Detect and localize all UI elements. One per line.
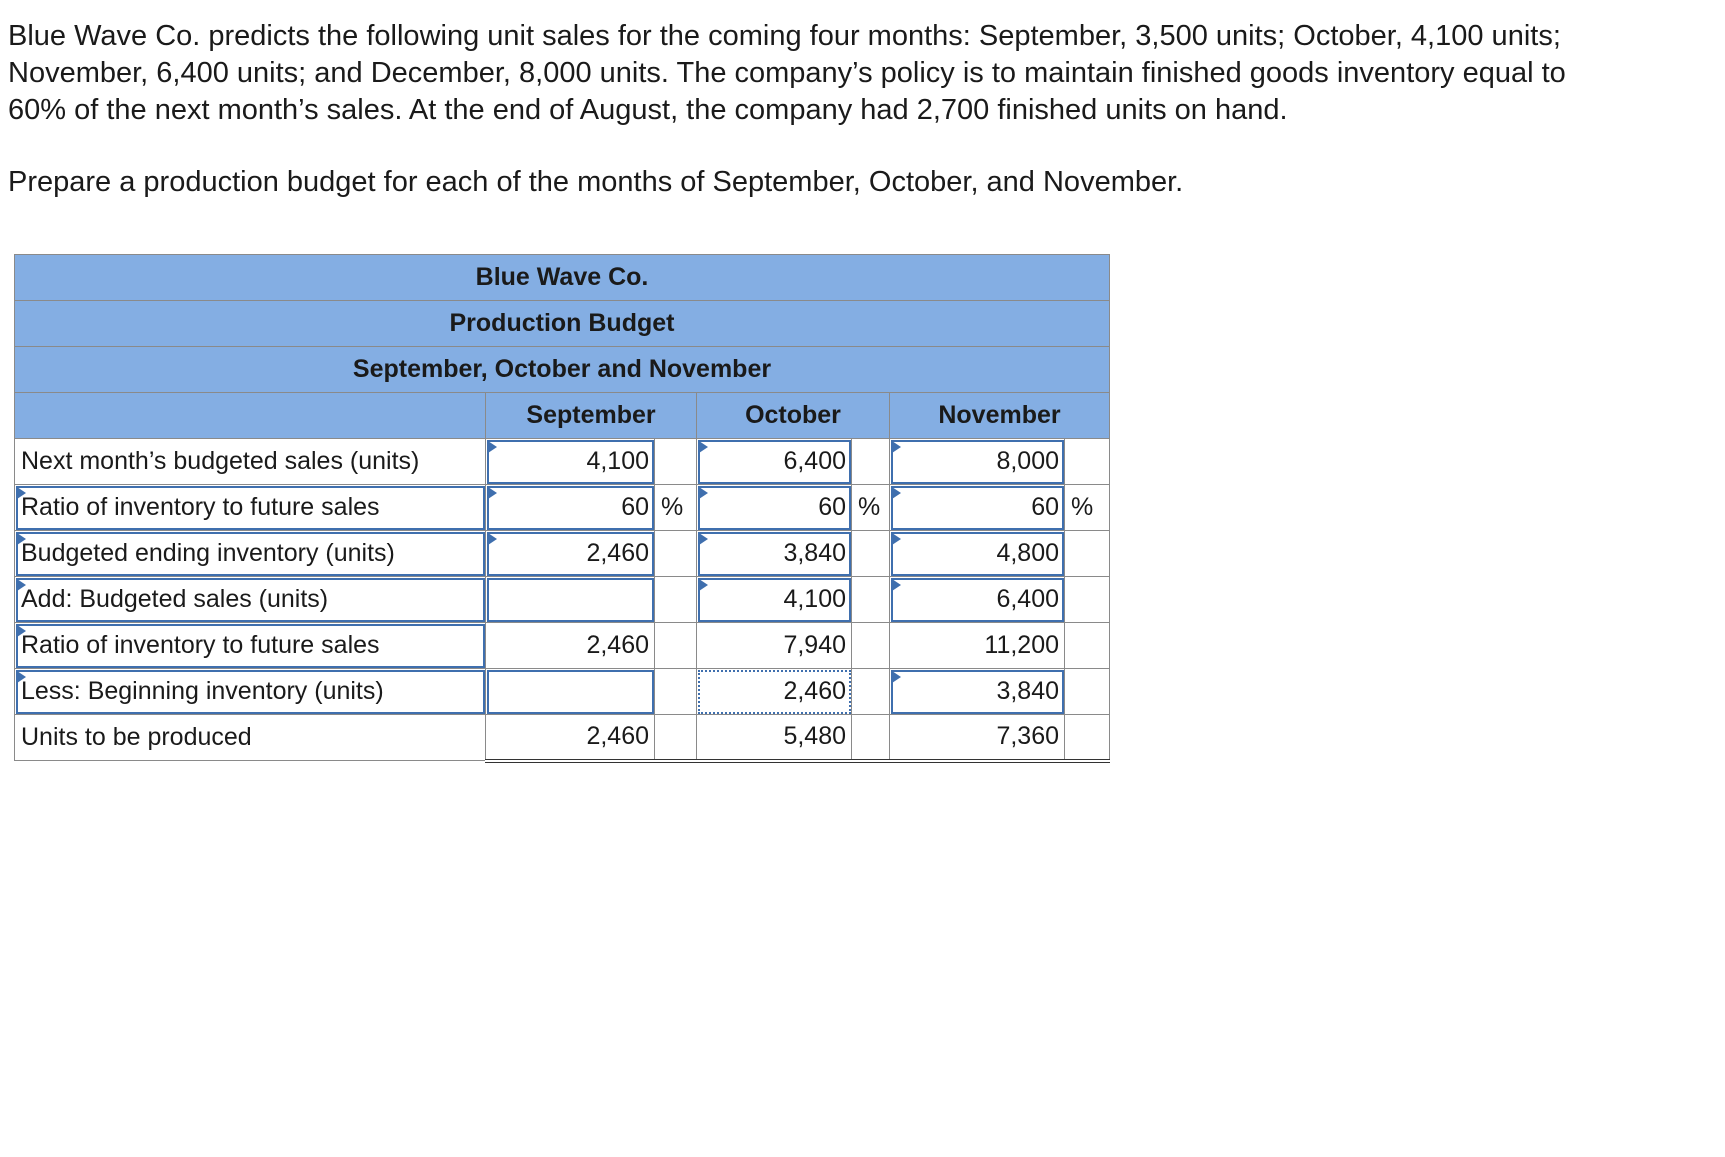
problem-statement <box>8 18 1713 201</box>
dropdown-marker-icon <box>488 533 497 545</box>
table-row <box>15 623 1110 669</box>
unit-cell <box>655 439 697 485</box>
oct-subtotal: 7,940 <box>697 623 852 669</box>
unit-cell <box>852 577 890 623</box>
dropdown-marker-icon <box>17 671 26 683</box>
table-row <box>15 485 1110 531</box>
input-nov-budgeted-sales[interactable]: 6,400 <box>890 577 1065 623</box>
dropdown-marker-icon <box>488 487 497 499</box>
input-sep-next-month-sales[interactable]: 4,100 <box>486 439 655 485</box>
unit-cell <box>1065 669 1110 715</box>
input-oct-next-month-sales[interactable]: 6,400 <box>697 439 852 485</box>
dropdown-marker-icon <box>892 579 901 591</box>
unit-cell <box>655 531 697 577</box>
dropdown-marker-icon <box>892 533 901 545</box>
table-row <box>15 669 1110 715</box>
problem-line-2: November, 6,400 units; and December, 8,000 units. The company’s policy is to maintain finished goods inventory equal to <box>8 57 1566 89</box>
nov-units-to-produce: 7,360 <box>890 715 1065 761</box>
dropdown-marker-icon <box>892 487 901 499</box>
dropdown-marker-icon <box>699 441 708 453</box>
sep-units-to-produce: 2,460 <box>486 715 655 761</box>
row-label-units-to-produce: Units to be produced <box>15 715 486 761</box>
input-nov-beginning-inventory[interactable]: 3,840 <box>890 669 1065 715</box>
unit-cell <box>655 577 697 623</box>
unit-cell <box>655 623 697 669</box>
input-sep-ratio[interactable]: 60 <box>486 485 655 531</box>
percent-sign: % <box>852 485 890 531</box>
row-label-ending-inventory[interactable]: Budgeted ending inventory (units) <box>15 531 486 577</box>
input-nov-next-month-sales[interactable]: 8,000 <box>890 439 1065 485</box>
instruction: Prepare a production budget for each of the months of September, October, and November. <box>8 166 1184 198</box>
dropdown-marker-icon <box>892 671 901 683</box>
unit-cell <box>655 669 697 715</box>
table-row <box>15 531 1110 577</box>
input-nov-ratio[interactable]: 60 <box>890 485 1065 531</box>
unit-cell <box>1065 439 1110 485</box>
unit-cell <box>1065 715 1110 761</box>
unit-cell <box>852 439 890 485</box>
unit-cell <box>655 715 697 761</box>
dropdown-marker-icon <box>892 441 901 453</box>
input-sep-ending-inventory[interactable]: 2,460 <box>486 531 655 577</box>
dropdown-marker-icon <box>17 487 26 499</box>
table-row <box>15 577 1110 623</box>
unit-cell <box>852 531 890 577</box>
row-label-next-month-sales: Next month’s budgeted sales (units) <box>15 439 486 485</box>
percent-sign: % <box>655 485 697 531</box>
problem-line-1: Blue Wave Co. predicts the following unit sales for the coming four months: September, 3,500 units; October, 4,100 units; <box>8 20 1561 52</box>
input-nov-ending-inventory[interactable]: 4,800 <box>890 531 1065 577</box>
table-row <box>15 715 1110 761</box>
row-label-beginning-inventory[interactable]: Less: Beginning inventory (units) <box>15 669 486 715</box>
company-name: Blue Wave Co. <box>15 255 1110 301</box>
row-label-ratio-inventory[interactable]: Ratio of inventory to future sales <box>15 485 486 531</box>
column-header-row <box>15 393 1110 439</box>
dropdown-marker-icon <box>699 579 708 591</box>
column-header-september: September <box>486 393 697 439</box>
unit-cell <box>852 669 890 715</box>
row-label-add-budgeted-sales[interactable]: Add: Budgeted sales (units) <box>15 577 486 623</box>
sep-subtotal: 2,460 <box>486 623 655 669</box>
dropdown-marker-icon <box>17 625 26 637</box>
input-oct-ending-inventory[interactable]: 3,840 <box>697 531 852 577</box>
unit-cell <box>852 715 890 761</box>
oct-units-to-produce: 5,480 <box>697 715 852 761</box>
input-sep-beginning-inventory[interactable] <box>486 669 655 715</box>
unit-cell <box>1065 531 1110 577</box>
row-label-subtotal[interactable]: Ratio of inventory to future sales <box>15 623 486 669</box>
budget-title: Production Budget <box>15 301 1110 347</box>
percent-sign: % <box>1065 485 1110 531</box>
input-oct-beginning-inventory[interactable]: 2,460 <box>697 669 852 715</box>
input-oct-ratio[interactable]: 60 <box>697 485 852 531</box>
production-budget-table <box>14 254 1110 763</box>
unit-cell <box>1065 577 1110 623</box>
dropdown-marker-icon <box>17 533 26 545</box>
dropdown-marker-icon <box>488 441 497 453</box>
dropdown-marker-icon <box>699 487 708 499</box>
unit-cell <box>852 623 890 669</box>
dropdown-marker-icon <box>17 579 26 591</box>
column-header-blank <box>15 393 486 439</box>
unit-cell <box>1065 623 1110 669</box>
input-sep-budgeted-sales[interactable] <box>486 577 655 623</box>
input-oct-budgeted-sales[interactable]: 4,100 <box>697 577 852 623</box>
dropdown-marker-icon <box>699 533 708 545</box>
column-header-october: October <box>697 393 890 439</box>
table-row <box>15 439 1110 485</box>
column-header-november: November <box>890 393 1110 439</box>
problem-line-3: 60% of the next month’s sales. At the end of August, the company had 2,700 finished units on hand. <box>8 94 1288 126</box>
nov-subtotal: 11,200 <box>890 623 1065 669</box>
budget-period: September, October and November <box>15 347 1110 393</box>
